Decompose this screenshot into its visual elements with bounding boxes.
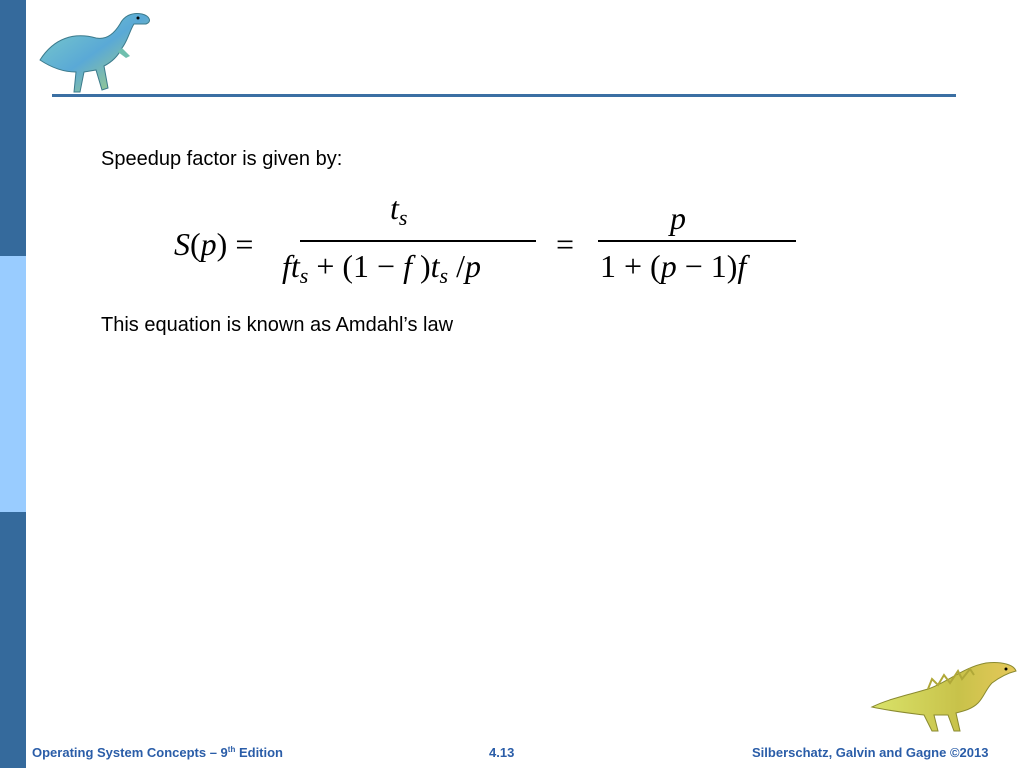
header-rule (52, 94, 956, 97)
first-fraction-denominator: $ft_s + (1 - f$ )$t_s$ /p (282, 248, 481, 288)
second-fraction-bar (598, 240, 796, 242)
amdahl-law-text: This equation is known as Amdahl’s law (101, 314, 454, 336)
footer-copyright: Silberschatz, Galvin and Gagne ©2013 (752, 745, 989, 760)
dinosaur-illustration-icon (868, 655, 1018, 733)
dinosaur-logo-icon (34, 8, 158, 96)
intro-text: Speedup factor is given by: (101, 148, 343, 170)
first-fraction-bar (300, 240, 536, 242)
first-fraction-numerator: $t_s$ (390, 190, 408, 230)
footer-page-number: 4.13 (489, 745, 515, 760)
second-fraction-denominator: 1 + (p − 1)f (600, 248, 747, 284)
side-band-bottom (0, 512, 26, 768)
amdahl-equation (160, 192, 820, 302)
footer-course-title: Operating System Concepts – 9th Edition (32, 745, 284, 760)
side-band-middle (0, 256, 26, 512)
equals-sign: = (556, 226, 575, 262)
side-band-top (0, 0, 26, 256)
second-fraction-numerator: p (670, 200, 686, 236)
equation-lhs: S(p) = (174, 226, 254, 262)
